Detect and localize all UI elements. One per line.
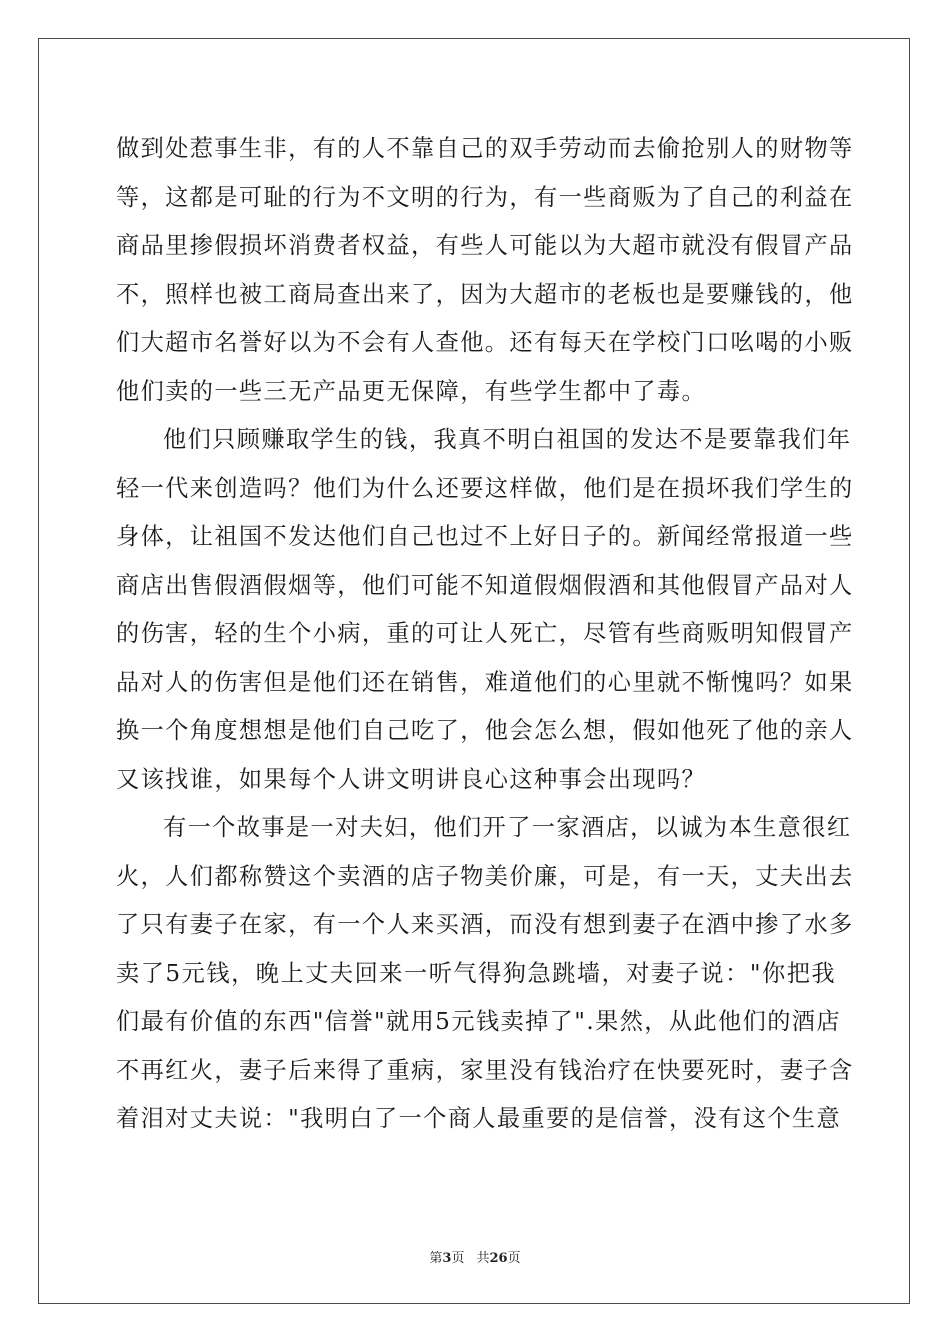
text-line: 等，这都是可耻的行为不文明的行为，有一些商贩为了自己的利益在 xyxy=(116,183,854,211)
text-line: 轻一代来创造吗？他们为什么还要这样做，他们是在损坏我们学生的 xyxy=(116,474,854,502)
text-line: 品对人的伤害但是他们还在销售，难道他们的心里就不惭愧吗？如果 xyxy=(116,668,854,696)
document-body xyxy=(116,125,854,1144)
text-line: 他们只顾赚取学生的钱，我真不明白祖国的发达不是要靠我们年 xyxy=(163,426,852,453)
text-line: 着泪对丈夫说："我明白了一个商人最重要的是信誉，没有这个生意 xyxy=(116,1105,842,1132)
text-line: 身体，让祖国不发达他们自己也过不上好日子的。新闻经常报道一些 xyxy=(116,523,854,550)
page-suffix: 页 xyxy=(451,1251,465,1266)
text-line: 火，人们都称赞这个卖酒的店子物美价廉，可是，有一天，丈夫出去 xyxy=(116,862,854,890)
total-prefix: 共 xyxy=(476,1251,490,1266)
text-line: 换一个角度想想是他们自己吃了，他会怎么想，假如他死了他的亲人 xyxy=(116,717,854,744)
text-line: 不，照样也被工商局查出来了，因为大超市的老板也是要赚钱的，他 xyxy=(116,280,854,308)
text-line: 又该找谁，如果每个人讲文明讲良心这种事会出现吗？ xyxy=(116,765,707,793)
page-prefix: 第 xyxy=(429,1251,443,1266)
text-line: 不再红火，妻子后来得了重病，家里没有钱治疗在快要死时，妻子含 xyxy=(116,1056,854,1084)
text-line: 卖了5元钱，晚上丈夫回来一听气得狗急跳墙，对妻子说："你把我 xyxy=(116,959,836,987)
text-line: 商品里掺假损坏消费者权益，有些人可能以为大超市就没有假冒产品 xyxy=(116,232,854,259)
total-pages: 26 xyxy=(489,1251,508,1266)
text-line: 他们卖的一些三无产品更无保障，有些学生都中了毒。 xyxy=(116,377,707,405)
text-line: 了只有妻子在家，有一个人来买酒，而没有想到妻子在酒中掺了水多 xyxy=(116,911,854,938)
text-line: 们大超市名誉好以为不会有人查他。还有每天在学校门口吆喝的小贩 xyxy=(116,329,854,356)
text-line: 们最有价值的东西"信誉"就用5元钱卖掉了".果然，从此他们的酒店 xyxy=(116,1008,841,1035)
text-line: 做到处惹事生非，有的人不靠自己的双手劳动而去偷抢别人的财物等 xyxy=(116,135,854,162)
text-line: 的伤害，轻的生个小病，重的可让人死亡，尽管有些商贩明知假冒产 xyxy=(116,620,854,647)
total-suffix: 页 xyxy=(507,1251,521,1266)
page-footer xyxy=(0,1247,950,1266)
text-line: 商店出售假酒假烟等，他们可能不知道假烟假酒和其他假冒产品对人 xyxy=(116,571,854,599)
text-line: 有一个故事是一对夫妇，他们开了一家酒店，以诚为本生意很红 xyxy=(163,814,852,841)
page-number: 3 xyxy=(442,1251,452,1266)
